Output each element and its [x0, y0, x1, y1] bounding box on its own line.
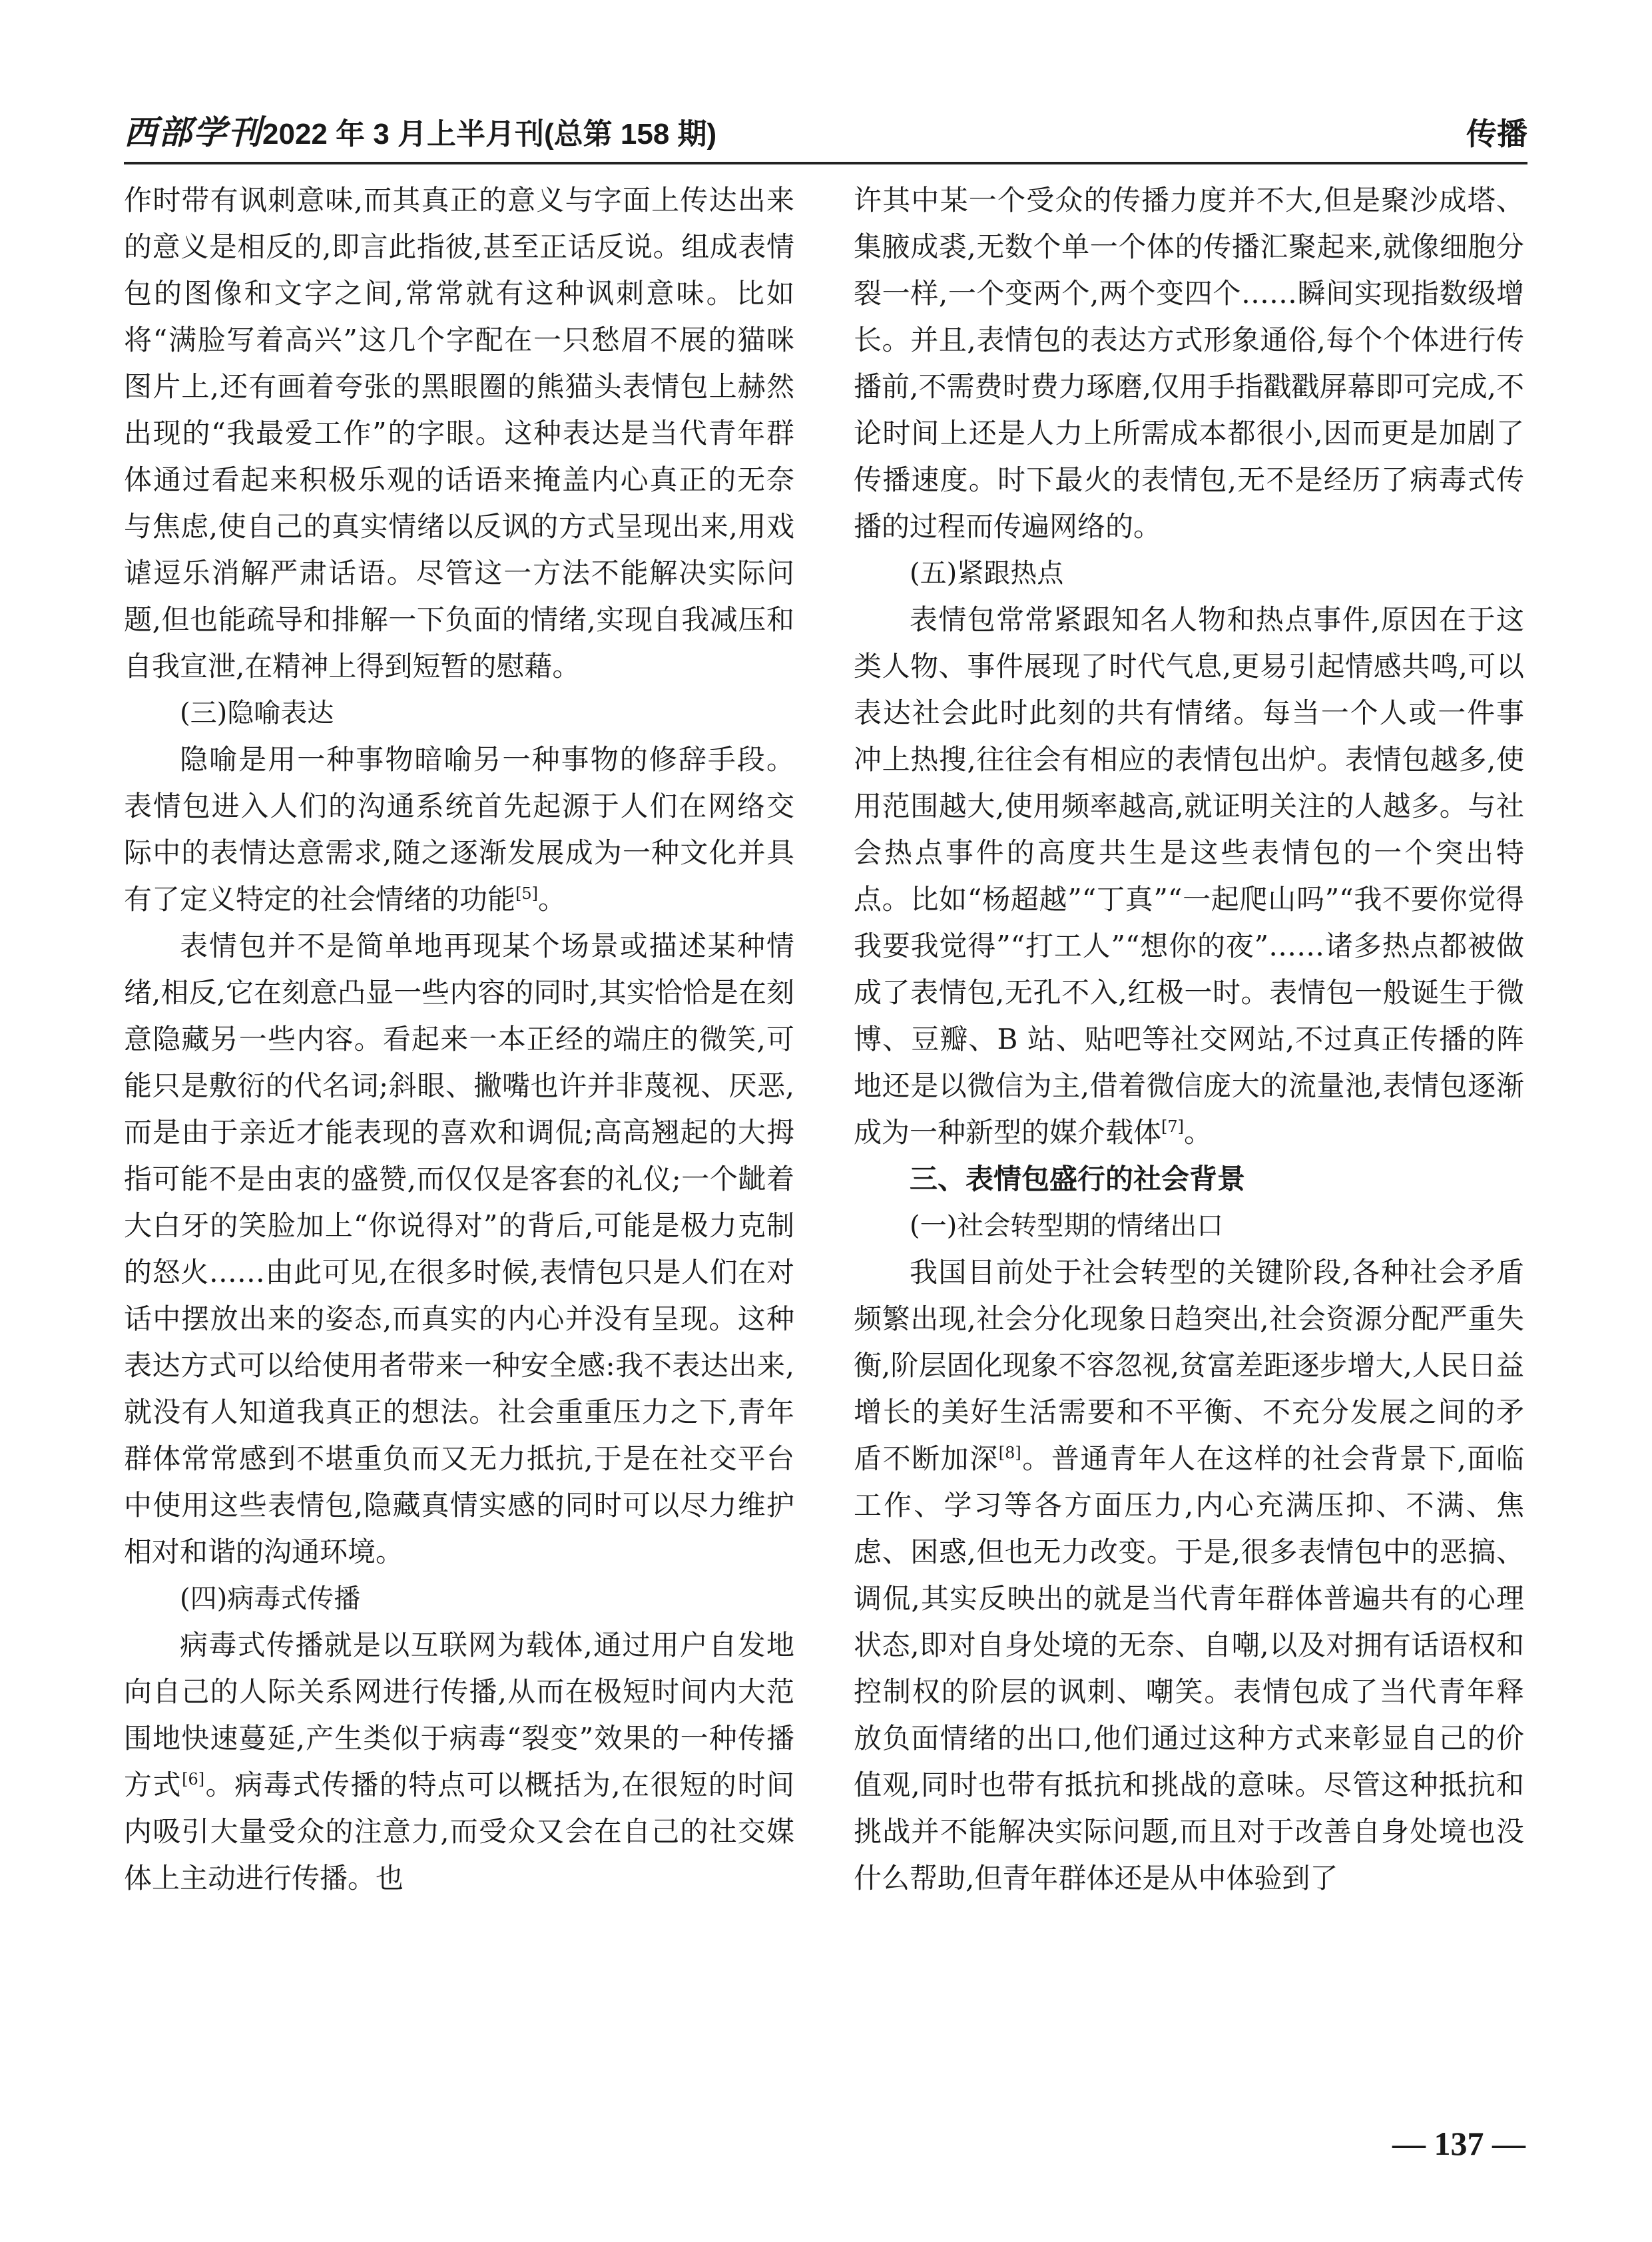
page-number: — 137 — — [1392, 2125, 1525, 2162]
paragraph: 许其中某一个受众的传播力度并不大,但是聚沙成塔、集腋成裘,无数个单一个体的传播汇聚起来,就像细胞分裂一样,一个变两个,两个变四个……瞬间实现指数级增长。并且,表情包的表达方式形象通俗,每个个体进行传播前,不需费时费力琢磨,仅用手指戳戳屏幕即可完成,不论时间上还是人力上所需成本都很小,因而更是加剧了传播速度。时下最火的表情包,无不是经历了病毒式传播的过程而传遍网络的。 — [854, 184, 1524, 543]
paragraph — [854, 1249, 1524, 1902]
paragraph-text: 。 — [1184, 1116, 1213, 1149]
paragraph-text: 病毒式传播就是以互联网为载体,通过用户自发地向自己的人际关系网进行传播,从而在极短时间内大范围地快速蔓延,产生类似于病毒“裂变”效果的一种传播方式 — [124, 1629, 794, 1801]
citation: [5] — [515, 884, 539, 903]
section-heading: 三、表情包盛行的社会背景 — [910, 1163, 1246, 1195]
paragraph-text: 我国目前处于社会转型的关键阶段,各种社会矛盾频繁出现,社会分化现象日趋突出,社会资源分配严重失衡,阶层固化现象不容忽视,贫富差距逐步增大,人民日益增长的美好生活需要和不平衡、不充分发展之间的矛盾不断加深 — [854, 1256, 1524, 1475]
citation: [6] — [182, 1770, 205, 1789]
header-left — [124, 106, 716, 154]
subheading: (五)紧跟热点 — [910, 558, 1064, 589]
paragraph-text: 。 — [538, 883, 567, 916]
subheading: (三)隐喻表达 — [180, 698, 334, 728]
paragraph — [854, 597, 1524, 1156]
paragraph-text: 。普通青年人在这样的社会背景下,面临工作、学习等各方面压力,内心充满压抑、不满、焦虑、困惑,但也无力改变。于是,很多表情包中的恶搞、调侃,其实反映出的就是当代青年群体普遍共有的心理状态,即对自身处境的无奈、自嘲,以及对拥有话语权和控制权的阶层的讽刺、嘲笑。表情包成了当代青年释放负面情绪的出口,他们通过这种方式来彰显自己的价值观,同时也带有抵抗和挑战的意味。尽管这种抵抗和挑战并不能解决实际问题,而且对于改善自身处境也没什么帮助,但青年群体还是从中体验到了 — [854, 1442, 1524, 1894]
subheading: (一)社会转型期的情绪出口 — [910, 1211, 1224, 1241]
paragraph-text: 表情包常常紧跟知名人物和热点事件,原因在于这类人物、事件展现了时代气息,更易引起情感共鸣,可以表达社会此时此刻的共有情绪。每当一个人或一件事冲上热搜,往往会有相应的表情包出炉。表情包越多,使用范围越大,使用频率越高,就证明关注的人越多。与社会热点事件的高度共生是这些表情包的一个突出特点。比如“杨超越”“丁真”“一起爬山吗”“我不要你觉得我要我觉得”“打工人”“想你的夜”……诸多热点都被做成了表情包,无孔不入,红极一时。表情包一般诞生于微博、豆瓣、B 站、贴吧等社交网站,不过真正传播的阵地还是以微信为主,借着微信庞大的流量池,表情包逐渐成为一种新型的媒介载体 — [854, 603, 1524, 1149]
issue-info: 2022 年 3 月上半月刊(总第 158 期) — [262, 118, 717, 150]
paragraph: 表情包并不是简单地再现某个场景或描述某种情绪,相反,它在刻意凸显一些内容的同时,其实恰恰是在刻意隐藏另一些内容。看起来一本正经的端庄的微笑,可能只是敷衍的代名词;斜眼、撇嘴也许并非蔑视、厌恶,而是由于亲近才能表现的喜欢和调侃;高高翘起的大拇指可能不是由衷的盛赞,而仅仅是客套的礼仪;一个龇着大白牙的笑脸加上“你说得对”的背后,可能是极力克制的怒火……由此可见,在很多时候,表情包只是人们在对话中摆放出来的姿态,而真实的内心并没有呈现。这种表达方式可以给使用者带来一种安全感:我不表达出来,就没有人知道我真正的想法。社会重重压力之下,青年群体常常感到不堪重负而又无力抵抗,于是在社交平台中使用这些表情包,隐藏真情实感的同时可以尽力维护相对和谐的沟通环境。 — [124, 930, 794, 1568]
running-header — [124, 110, 1527, 164]
right-column — [854, 177, 1524, 2108]
citation: [7] — [1161, 1117, 1185, 1136]
citation: [8] — [998, 1444, 1021, 1462]
paragraph — [124, 736, 794, 923]
paragraph-text: 。病毒式传播的特点可以概括为,在很短的时间内吸引大量受众的注意力,而受众又会在自己的社交媒体上主动进行传播。也 — [124, 1769, 794, 1894]
subheading: (四)病毒式传播 — [180, 1583, 361, 1614]
left-column — [124, 177, 794, 2108]
paragraph — [124, 1622, 794, 1902]
journal-logo: 西部学刊 — [124, 113, 262, 152]
section-name: 传播 — [1466, 117, 1527, 151]
paragraph: 作时带有讽刺意味,而其真正的意义与字面上传达出来的意义是相反的,即言此指彼,甚至正话反说。组成表情包的图像和文字之间,常常就有这种讽刺意味。比如将“满脸写着高兴”这几个字配在一只愁眉不展的猫咪图片上,还有画着夸张的黑眼圈的熊猫头表情包上赫然出现的“我最爱工作”的字眼。这种表达是当代青年群体通过看起来积极乐观的话语来掩盖内心真正的无奈与焦虑,使自己的真实情绪以反讽的方式呈现出来,用戏谑逗乐消解严肃话语。尽管这一方法不能解决实际问题,但也能疏导和排解一下负面的情绪,实现自我减压和自我宣泄,在精神上得到短暂的慰藉。 — [124, 184, 794, 683]
paragraph-text: 隐喻是用一种事物暗喻另一种事物的修辞手段。表情包进入人们的沟通系统首先起源于人们在网络交际中的表情达意需求,随之逐渐发展成为一种文化并具有了定义特定的社会情绪的功能 — [124, 743, 794, 916]
